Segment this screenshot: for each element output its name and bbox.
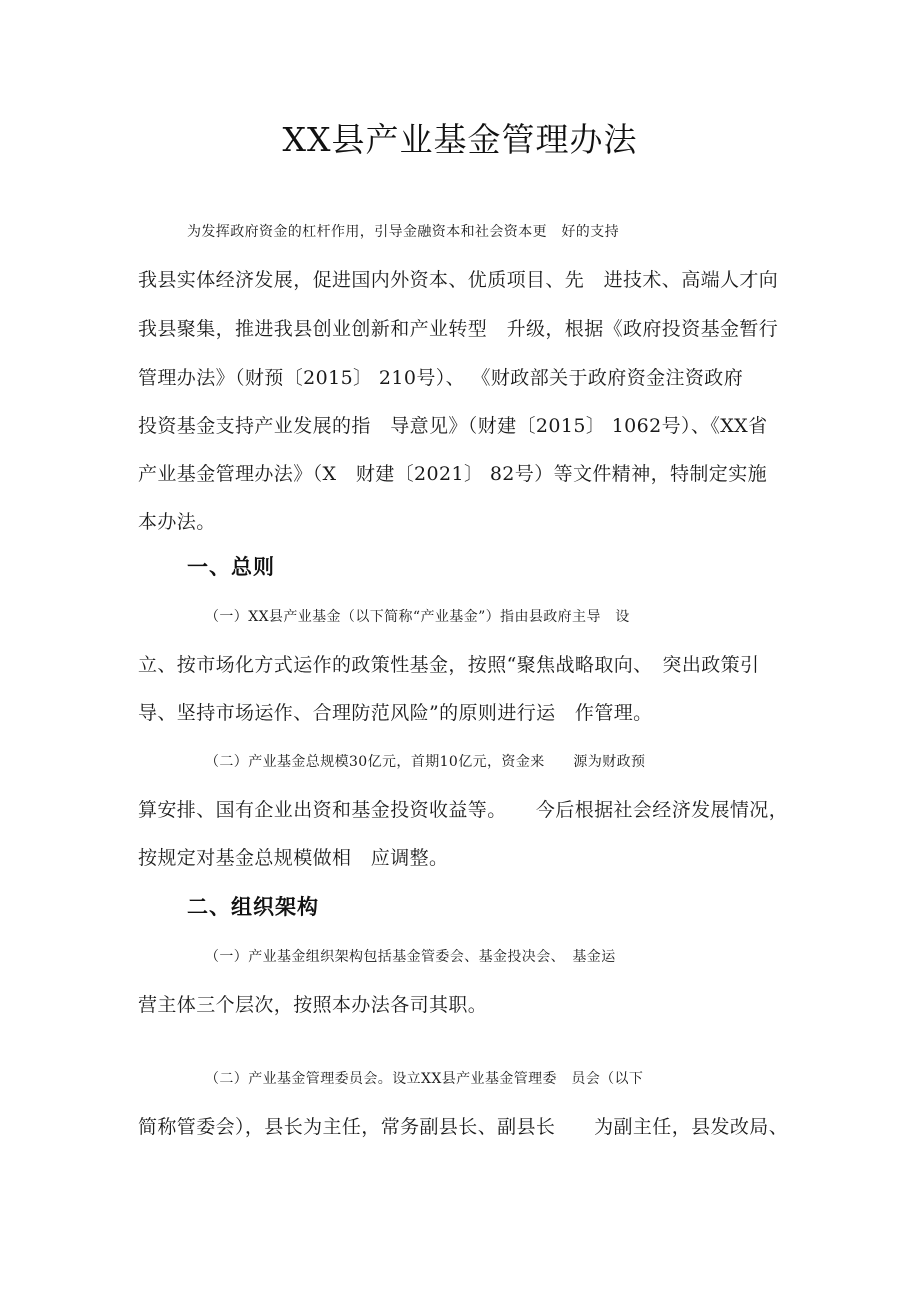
intro-line: 投资基金支持产业发展的指 导意见》（财建〔2015〕 1062号）、《XX省	[138, 415, 768, 437]
paragraph-line: 按规定对基金总规模做相 应调整。	[138, 847, 449, 869]
intro-line: 为发挥政府资金的杠杆作用，引导金融资本和社会资本更 好的支持	[187, 224, 619, 240]
intro-line: 产业基金管理办法》（X 财建〔2021〕 82号）等文件精神，特制定实施	[138, 463, 767, 485]
section-heading-general: 一、总则	[187, 555, 275, 579]
paragraph-line: 导、坚持市场运作、合理防范风险”的原则进行运 作管理。	[138, 702, 653, 724]
intro-line: 我县聚集，推进我县创业创新和产业转型 升级，根据《政府投资基金暂行	[138, 318, 779, 340]
paragraph-line: 营主体三个层次，按照本办法各司其职。	[138, 994, 488, 1016]
paragraph-line: （二）产业基金管理委员会。设立XX县产业基金管理委 员会（以下	[205, 1071, 644, 1087]
paragraph-line: （一）XX县产业基金（以下简称“产业基金”）指由县政府主导 设	[205, 609, 630, 625]
intro-line: 我县实体经济发展，促进国内外资本、优质项目、先 进技术、高端人才向	[138, 269, 779, 291]
paragraph-line: （一）产业基金组织架构包括基金管委会、基金投决会、 基金运	[205, 949, 616, 965]
paragraph-line: （二）产业基金总规模30亿元，首期10亿元，资金来 源为财政预	[205, 754, 646, 770]
section-heading-organization: 二、组织架构	[187, 895, 319, 919]
paragraph-line: 立、按市场化方式运作的政策性基金，按照“聚焦战略取向、 突出政策引	[138, 654, 760, 676]
paragraph-line: 算安排、国有企业出资和基金投资收益等。 今后根据社会经济发展情况，	[138, 799, 789, 821]
intro-line: 本办法。	[138, 511, 216, 533]
intro-line: 管理办法》（财预〔2015〕 210号）、 《财政部关于政府资金注资政府	[138, 367, 744, 389]
paragraph-line: 简称管委会），县长为主任，常务副县长、副县长 为副主任，县发改局、	[138, 1116, 789, 1138]
document-title: XX县产业基金管理办法	[282, 120, 638, 159]
